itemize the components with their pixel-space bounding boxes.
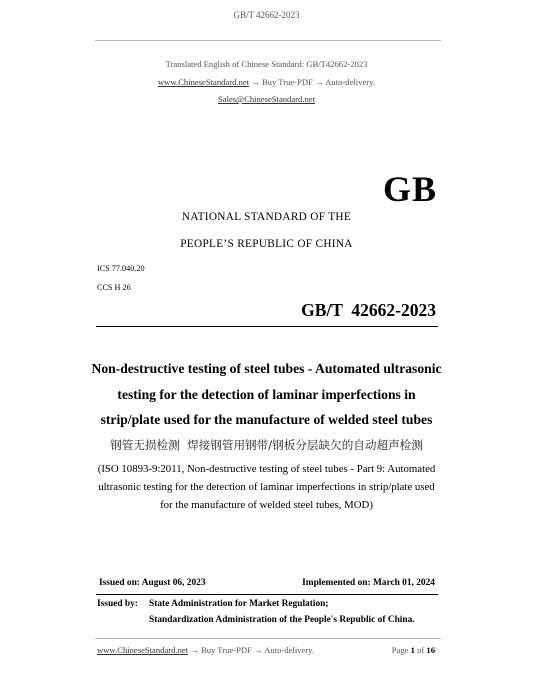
dates-divider [96, 594, 438, 595]
ccs-code: CCS H 26 [97, 283, 131, 292]
iso-line-2: ultrasonic testing for the detection of laminar imperfections in strip/plate used [98, 481, 435, 493]
gb-logo: GB [382, 169, 437, 209]
issuer-line-1: State Administration for Market Regulation; [149, 599, 329, 609]
page-label: Page [391, 645, 409, 655]
footer-buy-line [97, 645, 314, 655]
buy-text: → Buy True-PDF → Auto-delivery. [251, 77, 376, 87]
issuer-label: Issued by: [97, 599, 138, 609]
standard-number: GB/T 42662-2023 [301, 300, 436, 320]
ics-code: ICS 77.040.20 [97, 264, 145, 273]
email-line [0, 94, 533, 104]
page-total: 16 [426, 645, 435, 655]
iso-line-3: for the manufacture of welded steel tubes, MOD) [160, 499, 373, 511]
translation-notice: Translated English of Chinese Standard: GB/T42662-2023 [165, 59, 368, 69]
number-divider [96, 326, 438, 327]
running-header: GB/T 42662-2023 [233, 10, 300, 20]
header-divider [95, 40, 441, 41]
footer-divider [95, 638, 441, 639]
page-number: 1 [410, 645, 415, 655]
chinese-title: 钢管无损检测 焊接钢管用钢带/钢板分层缺欠的自动超声检测 [110, 438, 423, 452]
national-standard-line1: NATIONAL STANDARD OF THE [181, 211, 352, 223]
issuer-line-2: Standardization Administration of the People's Republic of China. [149, 615, 415, 625]
title-line-3: strip/plate used for the manufacture of welded steel tubes [100, 412, 433, 427]
site-link[interactable]: www.ChineseStandard.net [157, 77, 250, 87]
issued-date: Issued on: August 06, 2023 [99, 578, 206, 588]
national-standard-line2: PEOPLE’S REPUBLIC OF CHINA [180, 238, 353, 250]
footer-site-link[interactable]: www.ChineseStandard.net [97, 645, 189, 655]
implemented-date: Implemented on: March 01, 2024 [302, 578, 435, 588]
iso-line-1: (ISO 10893-9:2011, Non-destructive testing of steel tubes - Part 9: Automated [97, 463, 436, 475]
of-label: of [417, 645, 425, 655]
buy-line [0, 77, 533, 87]
email-link[interactable]: Sales@ChineseStandard.net [218, 94, 315, 104]
page-indicator [392, 645, 435, 655]
title-line-2: testing for the detection of laminar imperfections in [117, 387, 416, 402]
footer-buy-text: → Buy True-PDF → Auto-delivery. [190, 645, 315, 655]
title-line-1: Non-destructive testing of steel tubes - Automated ultrasonic [91, 361, 442, 376]
